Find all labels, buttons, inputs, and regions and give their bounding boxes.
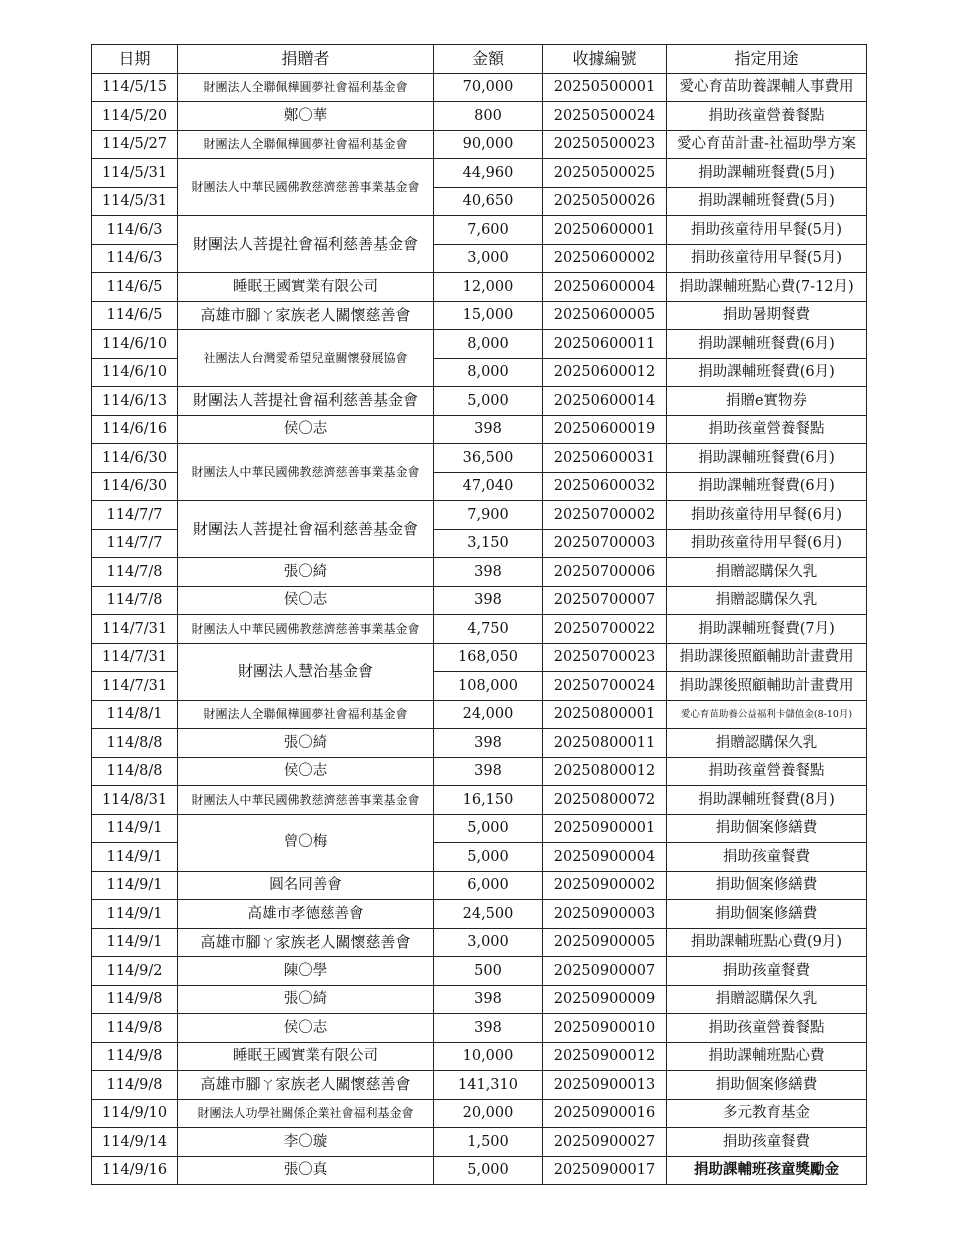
cell-date: 114/7/31 bbox=[92, 672, 178, 701]
cell-date: 114/6/5 bbox=[92, 273, 178, 302]
cell-receipt: 20250500026 bbox=[543, 187, 667, 216]
table-row bbox=[92, 928, 867, 957]
cell-date: 114/6/30 bbox=[92, 444, 178, 473]
table-row bbox=[92, 757, 867, 786]
table-row bbox=[92, 415, 867, 444]
cell-amount: 12,000 bbox=[434, 273, 543, 302]
cell-purpose: 捐助課輔班餐費(6月) bbox=[667, 330, 867, 359]
cell-amount: 36,500 bbox=[434, 444, 543, 473]
cell-amount: 7,600 bbox=[434, 216, 543, 245]
cell-receipt: 20250600032 bbox=[543, 472, 667, 501]
cell-amount: 47,040 bbox=[434, 472, 543, 501]
cell-date: 114/9/8 bbox=[92, 1042, 178, 1071]
cell-purpose: 捐贈認購保久乳 bbox=[667, 586, 867, 615]
cell-receipt: 20250900007 bbox=[543, 957, 667, 986]
cell-amount: 4,750 bbox=[434, 615, 543, 644]
cell-date: 114/8/1 bbox=[92, 700, 178, 729]
cell-purpose: 捐助課輔班餐費(7月) bbox=[667, 615, 867, 644]
cell-date: 114/6/13 bbox=[92, 387, 178, 416]
cell-amount: 8,000 bbox=[434, 330, 543, 359]
header-date: 日期 bbox=[92, 45, 178, 74]
cell-purpose: 捐助個案修繕費 bbox=[667, 900, 867, 929]
cell-date: 114/9/1 bbox=[92, 928, 178, 957]
cell-amount: 5,000 bbox=[434, 814, 543, 843]
cell-purpose: 捐助孩童營養餐點 bbox=[667, 1014, 867, 1043]
cell-purpose: 捐助孩童待用早餐(6月) bbox=[667, 501, 867, 530]
cell-amount: 24,000 bbox=[434, 700, 543, 729]
cell-receipt: 20250900013 bbox=[543, 1071, 667, 1100]
cell-purpose: 捐贈認購保久乳 bbox=[667, 729, 867, 758]
cell-receipt: 20250600011 bbox=[543, 330, 667, 359]
table-row bbox=[92, 130, 867, 159]
table-row bbox=[92, 102, 867, 131]
table-row bbox=[92, 1042, 867, 1071]
cell-amount: 398 bbox=[434, 757, 543, 786]
cell-date: 114/9/1 bbox=[92, 843, 178, 872]
cell-amount: 800 bbox=[434, 102, 543, 131]
cell-purpose: 捐助個案修繕費 bbox=[667, 871, 867, 900]
cell-amount: 398 bbox=[434, 729, 543, 758]
table-row bbox=[92, 615, 867, 644]
cell-purpose: 愛心育苗助養課輔人事費用 bbox=[667, 73, 867, 102]
cell-amount: 398 bbox=[434, 558, 543, 587]
cell-donor: 財團法人全聯佩樺圓夢社會福利基金會 bbox=[178, 700, 434, 729]
table-row bbox=[92, 1128, 867, 1157]
table-row bbox=[92, 216, 867, 245]
cell-date: 114/9/8 bbox=[92, 1071, 178, 1100]
cell-purpose: 捐助個案修繕費 bbox=[667, 814, 867, 843]
cell-donor: 財團法人全聯佩樺圓夢社會福利基金會 bbox=[178, 130, 434, 159]
cell-amount: 90,000 bbox=[434, 130, 543, 159]
cell-purpose: 捐助孩童待用早餐(6月) bbox=[667, 529, 867, 558]
cell-donor: 財團法人全聯佩樺圓夢社會福利基金會 bbox=[178, 73, 434, 102]
cell-purpose: 捐助課輔班點心費(9月) bbox=[667, 928, 867, 957]
cell-donor: 財團法人中華民國佛教慈濟慈善事業基金會 bbox=[178, 615, 434, 644]
cell-purpose: 捐助課輔班點心費(7-12月) bbox=[667, 273, 867, 302]
table-row bbox=[92, 786, 867, 815]
cell-amount: 7,900 bbox=[434, 501, 543, 530]
cell-amount: 398 bbox=[434, 1014, 543, 1043]
table-row bbox=[92, 1099, 867, 1128]
cell-amount: 10,000 bbox=[434, 1042, 543, 1071]
cell-amount: 44,960 bbox=[434, 159, 543, 188]
cell-receipt: 20250900004 bbox=[543, 843, 667, 872]
table-row bbox=[92, 900, 867, 929]
cell-receipt: 20250600012 bbox=[543, 358, 667, 387]
cell-donor: 圓名同善會 bbox=[178, 871, 434, 900]
cell-receipt: 20250700003 bbox=[543, 529, 667, 558]
cell-date: 114/5/27 bbox=[92, 130, 178, 159]
cell-date: 114/6/30 bbox=[92, 472, 178, 501]
cell-receipt: 20250800012 bbox=[543, 757, 667, 786]
cell-date: 114/9/1 bbox=[92, 871, 178, 900]
cell-purpose: 捐助課輔班餐費(5月) bbox=[667, 159, 867, 188]
cell-amount: 8,000 bbox=[434, 358, 543, 387]
table-row bbox=[92, 1071, 867, 1100]
cell-receipt: 20250600031 bbox=[543, 444, 667, 473]
cell-amount: 40,650 bbox=[434, 187, 543, 216]
cell-amount: 141,310 bbox=[434, 1071, 543, 1100]
cell-donor: 高雄市腳ㄚ家族老人關懷慈善會 bbox=[178, 928, 434, 957]
table-row bbox=[92, 273, 867, 302]
cell-amount: 168,050 bbox=[434, 643, 543, 672]
cell-purpose: 捐助課輔班餐費(6月) bbox=[667, 472, 867, 501]
table-header-row bbox=[92, 45, 867, 74]
cell-donor: 陳〇學 bbox=[178, 957, 434, 986]
cell-amount: 3,150 bbox=[434, 529, 543, 558]
cell-receipt: 20250700006 bbox=[543, 558, 667, 587]
cell-receipt: 20250900003 bbox=[543, 900, 667, 929]
cell-amount: 6,000 bbox=[434, 871, 543, 900]
cell-receipt: 20250900001 bbox=[543, 814, 667, 843]
cell-donor: 李〇璇 bbox=[178, 1128, 434, 1157]
cell-donor: 鄭〇華 bbox=[178, 102, 434, 131]
cell-donor: 財團法人菩提社會福利慈善基金會 bbox=[178, 387, 434, 416]
cell-purpose: 捐助課後照顧輔助計畫費用 bbox=[667, 643, 867, 672]
cell-receipt: 20250800001 bbox=[543, 700, 667, 729]
cell-donor: 張〇綺 bbox=[178, 985, 434, 1014]
cell-amount: 500 bbox=[434, 957, 543, 986]
cell-purpose: 捐贈e實物券 bbox=[667, 387, 867, 416]
cell-purpose: 捐助孩童待用早餐(5月) bbox=[667, 216, 867, 245]
cell-amount: 70,000 bbox=[434, 73, 543, 102]
cell-receipt: 20250500023 bbox=[543, 130, 667, 159]
cell-purpose: 愛心育苗助養公益福利卡儲值金(8-10月) bbox=[667, 700, 867, 729]
cell-purpose: 捐助課輔班餐費(5月) bbox=[667, 187, 867, 216]
cell-date: 114/6/10 bbox=[92, 358, 178, 387]
cell-date: 114/9/16 bbox=[92, 1156, 178, 1185]
cell-receipt: 20250600019 bbox=[543, 415, 667, 444]
cell-receipt: 20250900017 bbox=[543, 1156, 667, 1185]
cell-amount: 16,150 bbox=[434, 786, 543, 815]
cell-date: 114/8/31 bbox=[92, 786, 178, 815]
cell-receipt: 20250800072 bbox=[543, 786, 667, 815]
header-receipt: 收據編號 bbox=[543, 45, 667, 74]
cell-donor: 睡眠王國實業有限公司 bbox=[178, 273, 434, 302]
table-row bbox=[92, 558, 867, 587]
cell-date: 114/6/3 bbox=[92, 216, 178, 245]
table-row bbox=[92, 444, 867, 473]
cell-amount: 398 bbox=[434, 415, 543, 444]
cell-receipt: 20250600001 bbox=[543, 216, 667, 245]
cell-purpose: 捐助課輔班餐費(6月) bbox=[667, 444, 867, 473]
cell-receipt: 20250700023 bbox=[543, 643, 667, 672]
cell-receipt: 20250700022 bbox=[543, 615, 667, 644]
cell-receipt: 20250700007 bbox=[543, 586, 667, 615]
cell-donor: 財團法人中華民國佛教慈濟慈善事業基金會 bbox=[178, 786, 434, 815]
cell-receipt: 20250600004 bbox=[543, 273, 667, 302]
cell-donor: 曾〇梅 bbox=[178, 814, 434, 871]
cell-donor: 侯〇志 bbox=[178, 757, 434, 786]
cell-date: 114/6/10 bbox=[92, 330, 178, 359]
cell-receipt: 20250900012 bbox=[543, 1042, 667, 1071]
cell-donor: 社團法人台灣愛希望兒童關懷發展協會 bbox=[178, 330, 434, 387]
cell-purpose: 捐助暑期餐費 bbox=[667, 301, 867, 330]
table-row bbox=[92, 301, 867, 330]
cell-amount: 20,000 bbox=[434, 1099, 543, 1128]
cell-amount: 24,500 bbox=[434, 900, 543, 929]
cell-receipt: 20250800011 bbox=[543, 729, 667, 758]
table-row bbox=[92, 700, 867, 729]
cell-purpose: 捐助孩童營養餐點 bbox=[667, 102, 867, 131]
cell-amount: 398 bbox=[434, 985, 543, 1014]
cell-receipt: 20250900010 bbox=[543, 1014, 667, 1043]
table-row bbox=[92, 1156, 867, 1185]
cell-donor: 財團法人中華民國佛教慈濟慈善事業基金會 bbox=[178, 159, 434, 216]
cell-purpose: 捐助孩童待用早餐(5月) bbox=[667, 244, 867, 273]
cell-date: 114/9/1 bbox=[92, 814, 178, 843]
cell-date: 114/7/8 bbox=[92, 586, 178, 615]
cell-donor: 財團法人中華民國佛教慈濟慈善事業基金會 bbox=[178, 444, 434, 501]
cell-donor: 侯〇志 bbox=[178, 415, 434, 444]
cell-donor: 張〇綺 bbox=[178, 729, 434, 758]
cell-purpose: 捐助課輔班餐費(8月) bbox=[667, 786, 867, 815]
cell-receipt: 20250900027 bbox=[543, 1128, 667, 1157]
cell-date: 114/6/3 bbox=[92, 244, 178, 273]
table-row bbox=[92, 957, 867, 986]
table-row bbox=[92, 729, 867, 758]
cell-receipt: 20250500024 bbox=[543, 102, 667, 131]
table-row bbox=[92, 985, 867, 1014]
cell-date: 114/5/15 bbox=[92, 73, 178, 102]
cell-receipt: 20250500001 bbox=[543, 73, 667, 102]
cell-amount: 398 bbox=[434, 586, 543, 615]
cell-date: 114/9/14 bbox=[92, 1128, 178, 1157]
table-row bbox=[92, 814, 867, 843]
cell-purpose: 捐助課輔班餐費(6月) bbox=[667, 358, 867, 387]
table-row bbox=[92, 330, 867, 359]
cell-date: 114/9/1 bbox=[92, 900, 178, 929]
cell-date: 114/7/7 bbox=[92, 529, 178, 558]
cell-purpose: 捐贈認購保久乳 bbox=[667, 985, 867, 1014]
cell-amount: 5,000 bbox=[434, 387, 543, 416]
cell-purpose: 捐贈認購保久乳 bbox=[667, 558, 867, 587]
donation-table bbox=[91, 44, 867, 1185]
cell-donor: 侯〇志 bbox=[178, 586, 434, 615]
cell-purpose: 捐助孩童營養餐點 bbox=[667, 415, 867, 444]
cell-amount: 5,000 bbox=[434, 1156, 543, 1185]
cell-purpose: 捐助課輔班點心費 bbox=[667, 1042, 867, 1071]
header-amount: 金額 bbox=[434, 45, 543, 74]
cell-date: 114/5/31 bbox=[92, 159, 178, 188]
cell-date: 114/7/8 bbox=[92, 558, 178, 587]
cell-date: 114/5/20 bbox=[92, 102, 178, 131]
cell-donor: 高雄市腳ㄚ家族老人關懷慈善會 bbox=[178, 301, 434, 330]
cell-donor: 高雄市孝德慈善會 bbox=[178, 900, 434, 929]
cell-purpose: 捐助孩童營養餐點 bbox=[667, 757, 867, 786]
cell-receipt: 20250900002 bbox=[543, 871, 667, 900]
cell-purpose: 捐助課輔班孩童獎勵金 bbox=[667, 1156, 867, 1185]
cell-date: 114/9/8 bbox=[92, 1014, 178, 1043]
cell-receipt: 20250700002 bbox=[543, 501, 667, 530]
cell-date: 114/8/8 bbox=[92, 729, 178, 758]
cell-receipt: 20250700024 bbox=[543, 672, 667, 701]
table-row bbox=[92, 501, 867, 530]
table-row bbox=[92, 643, 867, 672]
header-purpose: 指定用途 bbox=[667, 45, 867, 74]
cell-receipt: 20250600002 bbox=[543, 244, 667, 273]
cell-donor: 張〇綺 bbox=[178, 558, 434, 587]
cell-donor: 張〇真 bbox=[178, 1156, 434, 1185]
cell-date: 114/9/2 bbox=[92, 957, 178, 986]
cell-donor: 財團法人慧治基金會 bbox=[178, 643, 434, 700]
cell-date: 114/8/8 bbox=[92, 757, 178, 786]
cell-amount: 15,000 bbox=[434, 301, 543, 330]
cell-date: 114/7/31 bbox=[92, 643, 178, 672]
cell-purpose: 多元教育基金 bbox=[667, 1099, 867, 1128]
table-row bbox=[92, 387, 867, 416]
cell-purpose: 愛心育苗計畫-社福助學方案 bbox=[667, 130, 867, 159]
cell-receipt: 20250900016 bbox=[543, 1099, 667, 1128]
cell-date: 114/9/10 bbox=[92, 1099, 178, 1128]
table-row bbox=[92, 871, 867, 900]
cell-date: 114/7/31 bbox=[92, 615, 178, 644]
cell-donor: 高雄市腳ㄚ家族老人關懷慈善會 bbox=[178, 1071, 434, 1100]
header-donor: 捐贈者 bbox=[178, 45, 434, 74]
cell-donor: 睡眠王國實業有限公司 bbox=[178, 1042, 434, 1071]
cell-date: 114/7/7 bbox=[92, 501, 178, 530]
cell-donor: 財團法人功學社關係企業社會福利基金會 bbox=[178, 1099, 434, 1128]
cell-date: 114/9/8 bbox=[92, 985, 178, 1014]
cell-donor: 侯〇志 bbox=[178, 1014, 434, 1043]
table-row bbox=[92, 73, 867, 102]
cell-receipt: 20250900005 bbox=[543, 928, 667, 957]
cell-purpose: 捐助孩童餐費 bbox=[667, 957, 867, 986]
cell-receipt: 20250600005 bbox=[543, 301, 667, 330]
cell-date: 114/5/31 bbox=[92, 187, 178, 216]
table-row bbox=[92, 1014, 867, 1043]
cell-receipt: 20250500025 bbox=[543, 159, 667, 188]
cell-date: 114/6/5 bbox=[92, 301, 178, 330]
cell-date: 114/6/16 bbox=[92, 415, 178, 444]
cell-donor: 財團法人菩提社會福利慈善基金會 bbox=[178, 501, 434, 558]
cell-purpose: 捐助個案修繕費 bbox=[667, 1071, 867, 1100]
cell-receipt: 20250900009 bbox=[543, 985, 667, 1014]
table-row bbox=[92, 159, 867, 188]
cell-purpose: 捐助孩童餐費 bbox=[667, 1128, 867, 1157]
cell-purpose: 捐助孩童餐費 bbox=[667, 843, 867, 872]
cell-amount: 3,000 bbox=[434, 928, 543, 957]
cell-amount: 108,000 bbox=[434, 672, 543, 701]
cell-amount: 1,500 bbox=[434, 1128, 543, 1157]
cell-receipt: 20250600014 bbox=[543, 387, 667, 416]
table-row bbox=[92, 586, 867, 615]
cell-donor: 財團法人菩提社會福利慈善基金會 bbox=[178, 216, 434, 273]
cell-amount: 5,000 bbox=[434, 843, 543, 872]
cell-purpose: 捐助課後照顧輔助計畫費用 bbox=[667, 672, 867, 701]
cell-amount: 3,000 bbox=[434, 244, 543, 273]
